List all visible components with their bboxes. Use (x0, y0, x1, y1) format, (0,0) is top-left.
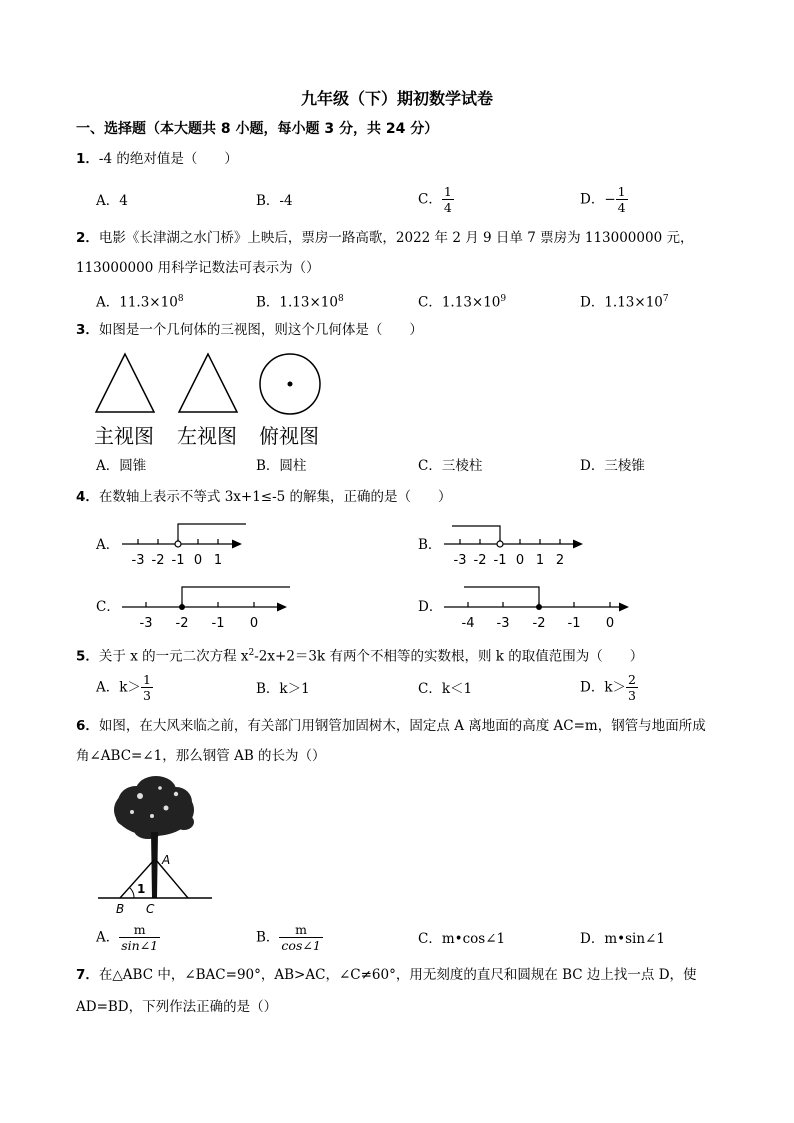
q3-option-b: B．圆柱 (256, 458, 307, 474)
question-6 (76, 716, 706, 736)
q4-number-line-a (122, 518, 247, 570)
q1-option-b: B．-4 (256, 193, 293, 209)
question-text: 在△ABC 中，∠BAC=90°，AB>AC，∠C≠60°，用无刻度的直尺和圆规在 BC 边上找一点 D，使 (98, 967, 697, 983)
tick-label: -3 (139, 616, 153, 631)
q5-option-a: A．k＞ $\frac{1}{3}$ (96, 672, 151, 703)
q1-option-d: D．− $\frac{1}{4}$ (580, 184, 626, 215)
question-text: 关于 x 的一元二次方程 x (98, 648, 249, 665)
tick-label: 0 (605, 616, 615, 631)
q1-option-a: A．4 (96, 193, 128, 209)
tick-label: -3 (131, 553, 145, 568)
tree-canopy (114, 776, 194, 839)
question-text: -4 的绝对值是（ ） (98, 151, 238, 167)
q4-number-line-d (444, 580, 634, 632)
question-3 (76, 320, 423, 340)
q4-number-line-b (444, 518, 594, 570)
q4-option-d-label: D． (418, 599, 443, 615)
top-view-center-dot (288, 382, 293, 387)
view-label-top: 俯视图 (259, 424, 319, 448)
question-1 (76, 149, 238, 169)
q6-option-b: B． $\frac{m}{\cos\angle 1}$ (256, 922, 321, 953)
tick-label: -1 (211, 616, 225, 631)
three-views-figure (90, 350, 330, 420)
q6-option-a: A． $\frac{m}{\sin\angle 1}$ (96, 922, 159, 953)
tick-label: -3 (496, 616, 510, 631)
tick-label: 1 (535, 553, 545, 568)
q1-option-c: C． $\frac{1}{4}$ (418, 184, 452, 215)
side-view-triangle (179, 354, 237, 412)
q5-option-c: C．k＜1 (418, 681, 473, 697)
point-label-b: B (116, 902, 125, 916)
q4-option-b-label: B． (418, 537, 442, 553)
point-label-a: A (162, 853, 171, 867)
tick-label: -1 (567, 616, 581, 631)
tick-label: -2 (532, 616, 546, 631)
tree-figure (96, 772, 216, 917)
q2-option-c: C．$1.13\times 10^9$ (418, 294, 507, 311)
question-4 (76, 487, 452, 507)
tick-label: 2 (555, 553, 565, 568)
tick-label: 0 (515, 553, 525, 568)
steel-pipe-right (156, 860, 188, 898)
question-7-line2: AD=BD，下列作法正确的是（） (76, 999, 278, 1015)
tick-label: -2 (473, 553, 487, 568)
angle-label-1: 1 (137, 882, 146, 896)
tick-label: 1 (213, 553, 223, 568)
q3-option-c: C．三棱柱 (418, 458, 483, 474)
tick-label: -2 (175, 616, 189, 631)
front-view-triangle (96, 354, 154, 412)
q6-option-d: D．m•sin∠1 (580, 931, 665, 947)
tick-label: 0 (249, 616, 259, 631)
q3-option-a: A．圆锥 (96, 458, 147, 474)
q3-option-d: D．三棱锥 (580, 458, 645, 474)
question-text: 在数轴上表示不等式 3x+1≤-5 的解集，正确的是（ ） (98, 489, 452, 505)
tick-label: -4 (461, 616, 475, 631)
question-number: 6． (76, 718, 99, 734)
q2-option-d: D．$1.13\times 10^7$ (580, 294, 669, 311)
tick-label: -1 (493, 553, 507, 568)
question-text: 如图是一个几何体的三视图，则这个几何体是（ ） (98, 322, 423, 338)
q5-option-b: B．k＞1 (256, 681, 310, 697)
question-number: 2． (76, 230, 99, 246)
question-text: 如图，在大风来临之前，有关部门用钢管加固树木，固定点 A 离地面的高度 AC=m，钢管与地面所成 (98, 718, 706, 734)
question-text: 电影《长津湖之水门桥》上映后，票房一路高歌，2022 年 2 月 9 日单 7 票房为 113000000 元， (98, 230, 694, 246)
tick-label: -3 (453, 553, 467, 568)
question-2 (76, 228, 693, 248)
view-label-front: 主视图 (94, 424, 154, 448)
question-7 (76, 965, 697, 985)
q5-option-d: D．k＞ $\frac{2}{3}$ (580, 672, 636, 703)
tick-label: 0 (193, 553, 203, 568)
q4-option-a-label: A． (96, 537, 120, 553)
question-number: 1． (76, 151, 99, 167)
q6-option-c: C．m•cos∠1 (418, 931, 506, 947)
tick-label: -2 (151, 553, 165, 568)
q4-number-line-c (122, 580, 294, 632)
question-number: 3． (76, 322, 99, 338)
angle-arc (130, 888, 135, 899)
view-label-side: 左视图 (177, 424, 237, 448)
page-title: 九年级（下）期初数学试卷 (300, 89, 493, 108)
question-6-line2: 角∠ABC=∠1，那么钢管 AB 的长为（） (76, 748, 326, 764)
q4-option-c-label: C． (96, 599, 120, 615)
tick-label: -1 (171, 553, 185, 568)
question-2-line2: 113000000 用科学记数法可表示为（） (76, 260, 320, 276)
section-heading: 一、选择题（本大题共 8 小题，每小题 3 分，共 24 分） (76, 121, 439, 137)
q2-option-b: B．$1.13\times 10^8$ (256, 294, 344, 311)
question-number: 5． (76, 648, 99, 665)
question-number: 7． (76, 967, 99, 983)
q2-option-a: A．$11.3\times 10^8$ (96, 294, 184, 311)
point-label-c: C (146, 902, 155, 916)
tree-trunk (151, 832, 158, 898)
question-5: 5．关于 x 的一元二次方程 $x^2-2x+2=3k$ 有两个不相等的实数根，则 k 的取值范围为（ ） (76, 648, 644, 665)
question-number: 4． (76, 489, 99, 505)
